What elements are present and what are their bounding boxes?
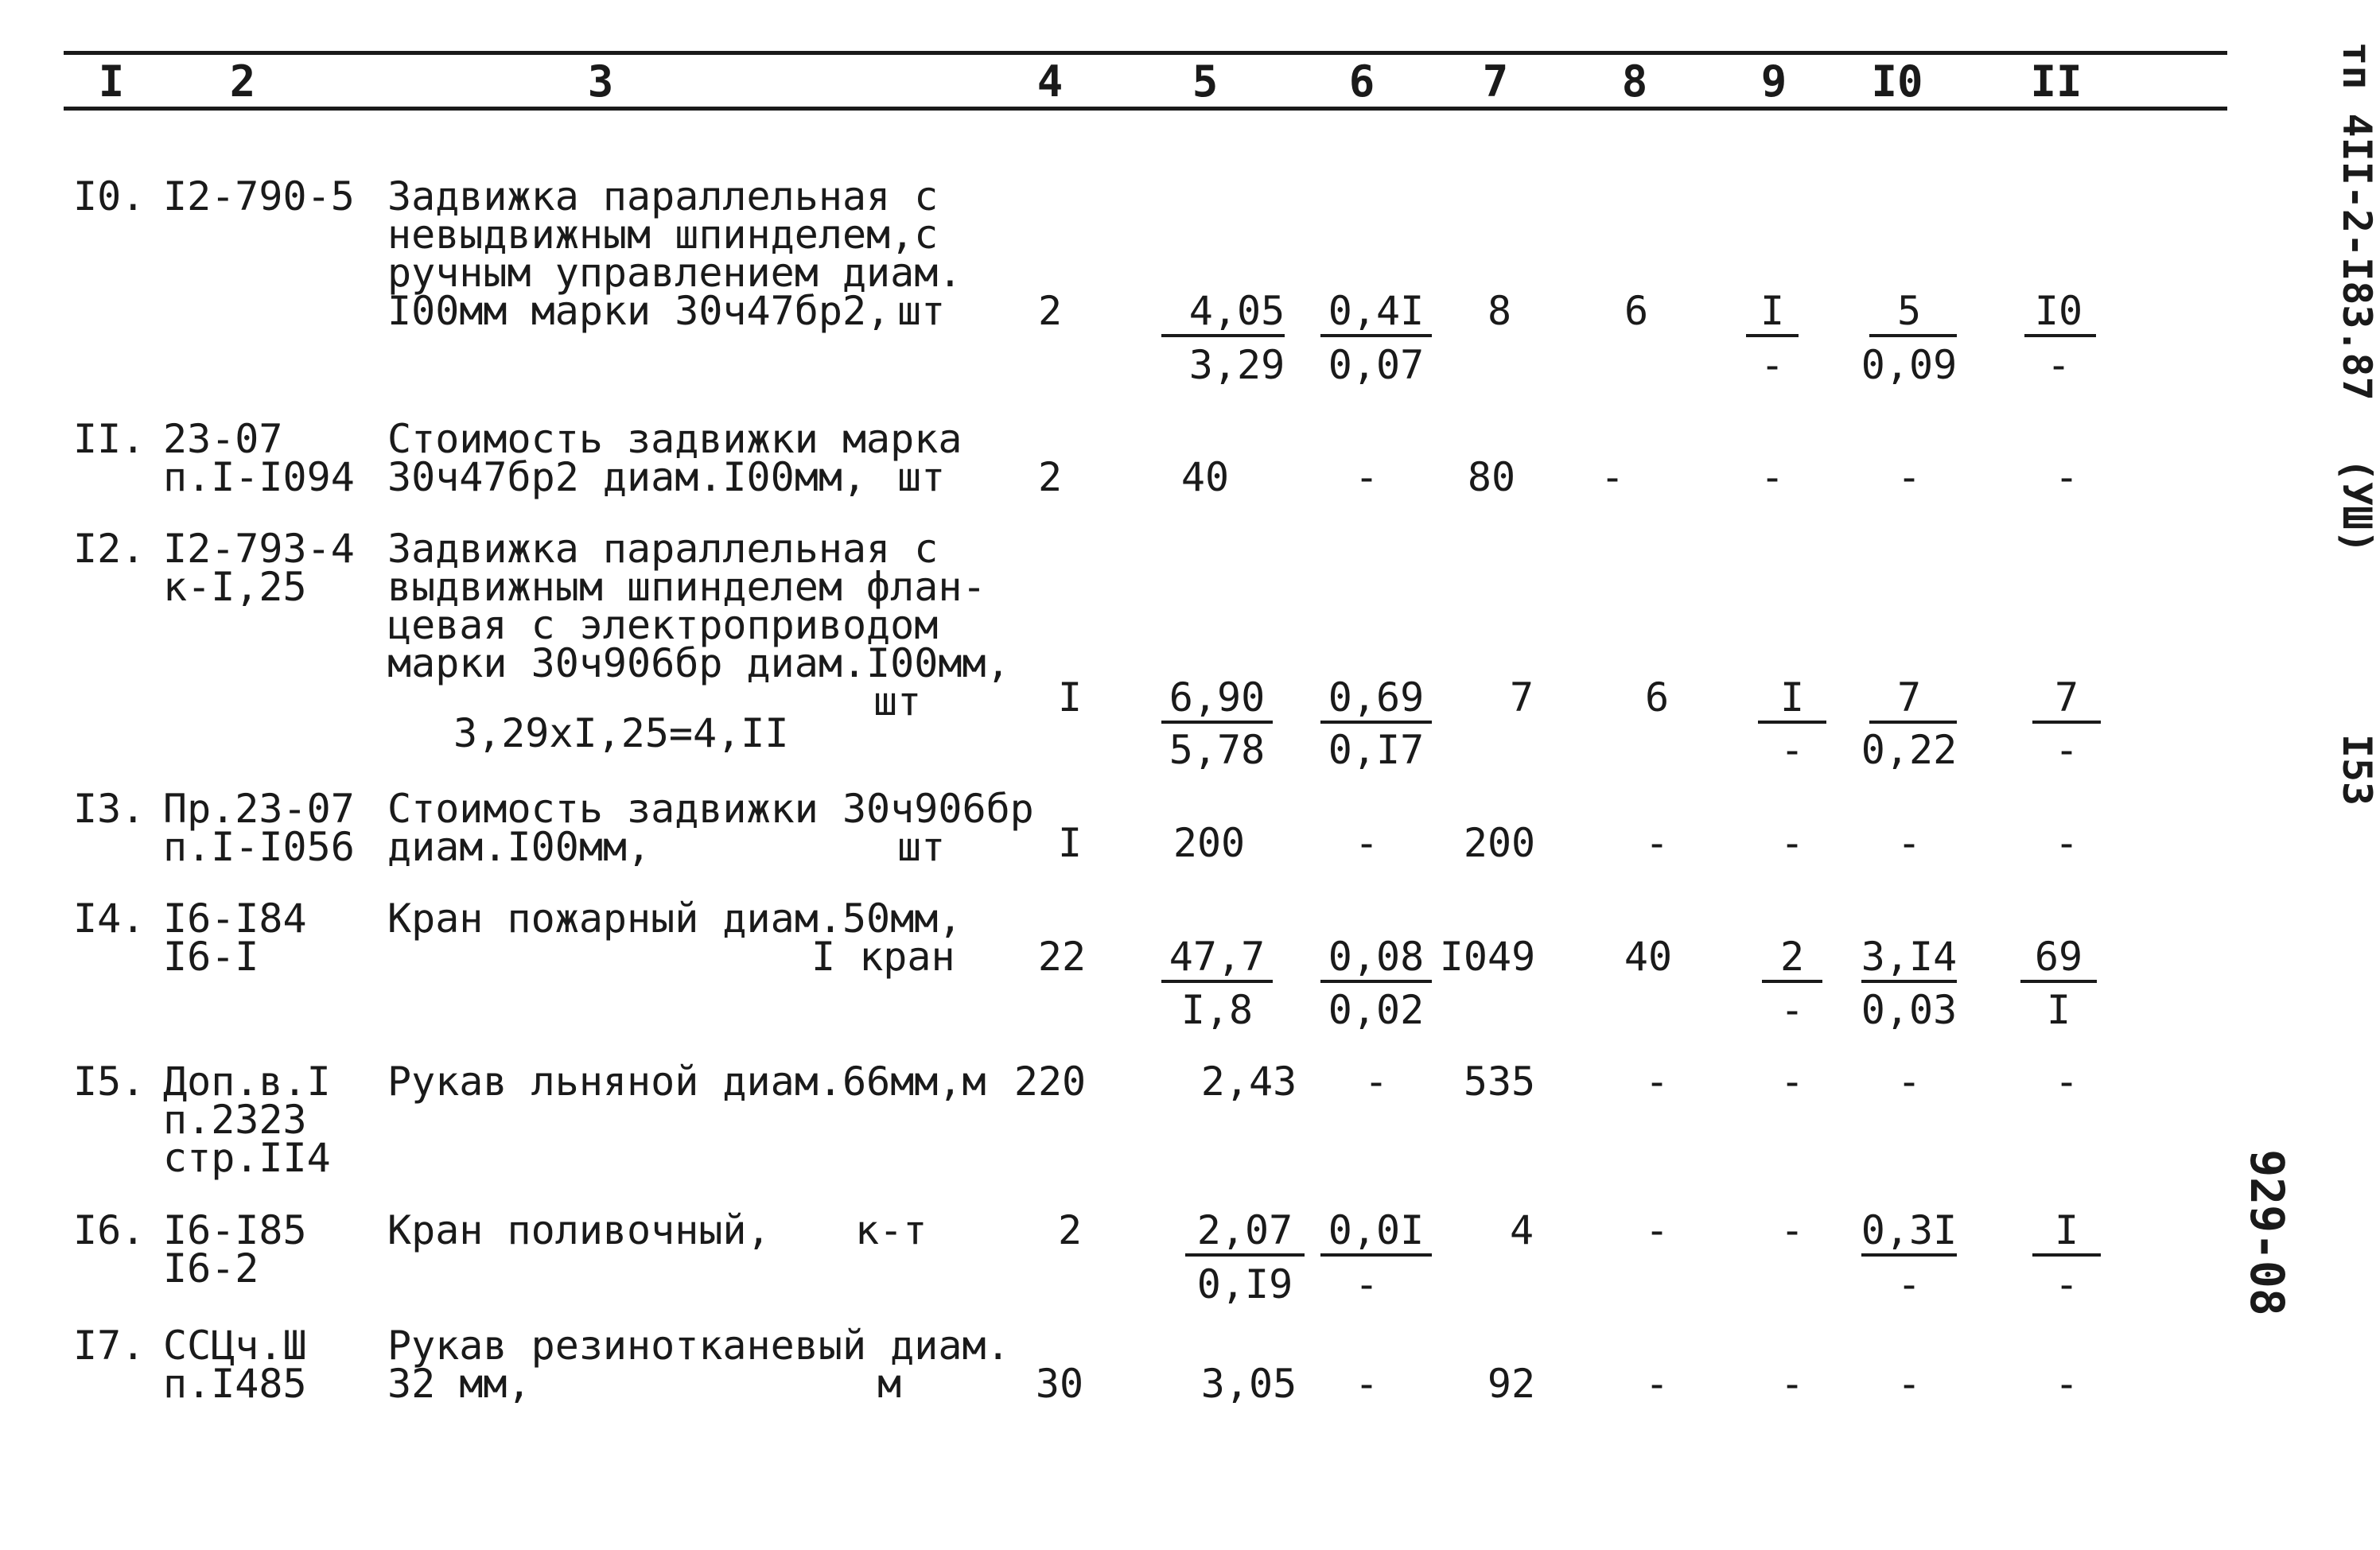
cell-col11: - — [2054, 454, 2079, 500]
cell-col10-num: 0,3I — [1861, 1207, 1958, 1253]
row-code: стр.II4 — [163, 1135, 331, 1181]
cell-col6-num: 0,4I — [1328, 288, 1425, 334]
col-header-6: 6 — [1348, 56, 1375, 107]
header-top-rule — [64, 51, 2227, 55]
fraction-bar — [1320, 721, 1432, 724]
cell-col11-den: - — [2054, 727, 2079, 773]
cell-col5-den: 3,29 — [1188, 342, 1285, 388]
row-desc-line: Рукав резинотканевый диам. — [387, 1323, 1010, 1369]
cell-col10-den: 0,03 — [1861, 987, 1958, 1033]
cell-col7: 92 — [1487, 1361, 1536, 1407]
row-number: I6. — [73, 1207, 146, 1253]
cell-col6-den: 0,02 — [1328, 987, 1425, 1033]
cell-col8: 6 — [1624, 288, 1649, 334]
row-desc-line: Стоимость задвижки 30ч906бр — [387, 786, 1034, 832]
fraction-bar — [1185, 1253, 1305, 1257]
col-header-10: I0 — [1871, 56, 1923, 107]
cell-col8: - — [1644, 1207, 1670, 1253]
col-header-7: 7 — [1482, 56, 1509, 107]
col-header-9: 9 — [1760, 56, 1787, 107]
row-code: к-I,25 — [163, 564, 307, 610]
row-desc-line: марки 30ч906бр диам.I00мм, — [387, 640, 1010, 686]
cell-col10: - — [1896, 1059, 1922, 1105]
row-number: I3. — [73, 786, 146, 832]
row-desc-line: диам.I00мм, — [387, 824, 651, 870]
cell-col11-den: - — [2054, 1261, 2079, 1307]
row-number: I2. — [73, 526, 146, 572]
row-desc-line: невыдвижным шпинделем,с — [387, 212, 939, 258]
row-unit: I кран — [811, 934, 955, 980]
row-code: Пр.23-07 — [163, 786, 355, 832]
cell-col6: - — [1354, 454, 1379, 500]
cell-qty: 2 — [1037, 288, 1063, 334]
col-header-8: 8 — [1621, 56, 1648, 107]
row-code: I6-I85 — [163, 1207, 307, 1253]
row-unit: к-т — [855, 1207, 928, 1253]
col-header-1: I — [98, 56, 125, 107]
cell-col10: - — [1896, 1361, 1922, 1407]
fraction-bar — [2032, 721, 2101, 724]
cell-qty: 22 — [1037, 934, 1087, 980]
cell-col8: - — [1600, 454, 1625, 500]
cell-col11-den: I — [2046, 987, 2071, 1033]
cell-col5: 2,43 — [1200, 1059, 1297, 1105]
cell-col5-num: 4,05 — [1188, 288, 1285, 334]
cell-qty: 30 — [1035, 1361, 1084, 1407]
cell-col11-num: 7 — [2054, 674, 2079, 721]
row-number: I7. — [73, 1323, 146, 1369]
cell-col10: - — [1896, 820, 1922, 866]
row-desc-line: Задвижка параллельная с — [387, 526, 939, 572]
cell-col6-den: 0,I7 — [1328, 727, 1425, 773]
row-code: п.2323 — [163, 1097, 307, 1143]
fraction-bar — [1861, 980, 1957, 983]
cell-col10-num: 3,I4 — [1861, 934, 1958, 980]
cell-qty: 2 — [1057, 1207, 1083, 1253]
row-unit: шт — [897, 288, 946, 334]
cell-col10-num: 5 — [1896, 288, 1922, 334]
row-code: I6-2 — [163, 1245, 259, 1292]
fraction-bar — [1320, 980, 1432, 983]
cell-col8: - — [1644, 820, 1670, 866]
fraction-bar — [1746, 334, 1799, 337]
cell-col10-num: 7 — [1896, 674, 1922, 721]
cell-col5-den: 5,78 — [1169, 727, 1266, 773]
row-code: I6-I84 — [163, 895, 307, 942]
cell-col5-den: 0,I9 — [1196, 1261, 1293, 1307]
cell-col5: 40 — [1180, 454, 1230, 500]
cell-col5-num: 6,90 — [1169, 674, 1266, 721]
cell-col9-num: I — [1760, 288, 1785, 334]
cell-col5-num: 2,07 — [1196, 1207, 1293, 1253]
cell-col7: 7 — [1509, 674, 1534, 721]
row-desc-line: цевая с электроприводом — [387, 602, 939, 648]
row-desc-line: Рукав льняной диам.66мм,м — [387, 1059, 986, 1105]
row-code: I6-I — [163, 934, 259, 980]
fraction-bar — [2020, 980, 2097, 983]
fraction-bar — [1758, 721, 1826, 724]
cell-col11-num: 69 — [2034, 934, 2083, 980]
album-number: 929-08 — [2240, 1149, 2294, 1316]
fraction-bar — [2032, 1253, 2101, 1257]
row-desc-line: Стоимость задвижки марка — [387, 416, 962, 462]
col-header-11: II — [2030, 56, 2082, 107]
cell-col8: - — [1644, 1361, 1670, 1407]
col-header-3: 3 — [587, 56, 614, 107]
row-desc-line: ручным управлением диам. — [387, 250, 962, 296]
fraction-bar — [1161, 721, 1273, 724]
cell-col7: 80 — [1467, 454, 1516, 500]
cell-col6: - — [1354, 1361, 1379, 1407]
cell-col5-num: 47,7 — [1169, 934, 1266, 980]
cell-col5: 200 — [1172, 820, 1246, 866]
cell-col7: 200 — [1463, 820, 1536, 866]
row-code: Доп.в.I — [163, 1059, 331, 1105]
cell-col11: - — [2054, 1059, 2079, 1105]
row-number: I0. — [73, 173, 146, 219]
cell-col7: 8 — [1487, 288, 1512, 334]
row-desc-line: 30ч47бр2 диам.I00мм, — [387, 454, 867, 500]
fraction-bar — [2024, 334, 2096, 337]
fraction-bar — [1161, 980, 1273, 983]
cell-col6: - — [1363, 1059, 1389, 1105]
cell-col9: - — [1779, 1059, 1805, 1105]
col-header-2: 2 — [229, 56, 256, 107]
cell-col10-den: 0,09 — [1861, 342, 1958, 388]
cell-col7: I049 — [1439, 934, 1536, 980]
cell-col9: - — [1779, 1207, 1805, 1253]
row-number: I5. — [73, 1059, 146, 1105]
cell-col8: 6 — [1644, 674, 1670, 721]
cell-qty: I — [1057, 820, 1083, 866]
cell-col5: 3,05 — [1200, 1361, 1297, 1407]
row-desc-line: Кран поливочный, — [387, 1207, 771, 1253]
fraction-bar — [1320, 1253, 1432, 1257]
row-desc-line: I00мм марки 30ч47бр2, — [387, 288, 891, 334]
cell-col6-den: - — [1354, 1261, 1379, 1307]
row-desc-line: выдвижным шпинделем флан- — [387, 564, 986, 610]
row-code: I2-793-4 — [163, 526, 355, 572]
cell-col9-den: - — [1760, 342, 1785, 388]
cell-col9-den: - — [1779, 727, 1805, 773]
fraction-bar — [1762, 980, 1822, 983]
col-header-4: 4 — [1036, 56, 1064, 107]
cell-col11-den: - — [2046, 342, 2071, 388]
row-code: п.I-I056 — [163, 824, 355, 870]
cell-col9: - — [1779, 1361, 1805, 1407]
row-code: 23-07 — [163, 416, 283, 462]
cell-col10-den: 0,22 — [1861, 727, 1958, 773]
cell-col9-den: - — [1779, 987, 1805, 1033]
row-unit: шт — [897, 454, 946, 500]
cell-qty: I — [1057, 674, 1083, 721]
cell-col6-den: 0,07 — [1328, 342, 1425, 388]
cell-col9: - — [1779, 820, 1805, 866]
row-unit: шт — [897, 824, 946, 870]
row-code: I2-790-5 — [163, 173, 355, 219]
cell-col8: - — [1644, 1059, 1670, 1105]
volume-label: (УШ) — [2334, 457, 2380, 554]
fraction-bar — [1320, 334, 1432, 337]
cell-col6: - — [1354, 820, 1379, 866]
row-calc: 3,29хI,25=4,II — [453, 710, 789, 756]
cell-col7: 4 — [1509, 1207, 1534, 1253]
fraction-bar — [1861, 1253, 1957, 1257]
row-desc-line: Задвижка параллельная с — [387, 173, 939, 219]
cell-col5-den: I,8 — [1180, 987, 1254, 1033]
cell-col6-num: 0,08 — [1328, 934, 1425, 980]
cell-col6-num: 0,0I — [1328, 1207, 1425, 1253]
cell-col9: - — [1760, 454, 1785, 500]
fraction-bar — [1869, 721, 1957, 724]
cell-col11: - — [2054, 820, 2079, 866]
cell-qty: 220 — [1013, 1059, 1087, 1105]
cell-col11-num: I0 — [2034, 288, 2083, 334]
doc-code-label: тп 4II-2-I83.87 — [2334, 41, 2380, 401]
fraction-bar — [1869, 334, 1957, 337]
cell-col8: 40 — [1624, 934, 1673, 980]
cell-col9-num: 2 — [1779, 934, 1805, 980]
row-unit: м — [877, 1361, 902, 1407]
cell-col6-num: 0,69 — [1328, 674, 1425, 721]
cell-col10: - — [1896, 454, 1922, 500]
col-header-5: 5 — [1192, 56, 1219, 107]
row-code: ССЦч.Ш — [163, 1323, 307, 1369]
cell-col10-den: - — [1896, 1261, 1922, 1307]
row-code: п.I-I094 — [163, 454, 355, 500]
fraction-bar — [1161, 334, 1285, 337]
cell-col11-num: I — [2054, 1207, 2079, 1253]
row-desc-line: 32 мм, — [387, 1361, 531, 1407]
row-unit: шт — [873, 678, 922, 724]
row-number: II. — [73, 416, 146, 462]
cell-col9-num: I — [1779, 674, 1805, 721]
cell-qty: 2 — [1037, 454, 1063, 500]
row-number: I4. — [73, 895, 146, 942]
page-number: I53 — [2334, 733, 2380, 806]
row-code: п.I485 — [163, 1361, 307, 1407]
row-desc-line: Кран пожарный диам.50мм, — [387, 895, 962, 942]
cell-col7: 535 — [1463, 1059, 1536, 1105]
header-bottom-rule — [64, 107, 2227, 111]
cell-col11: - — [2054, 1361, 2079, 1407]
